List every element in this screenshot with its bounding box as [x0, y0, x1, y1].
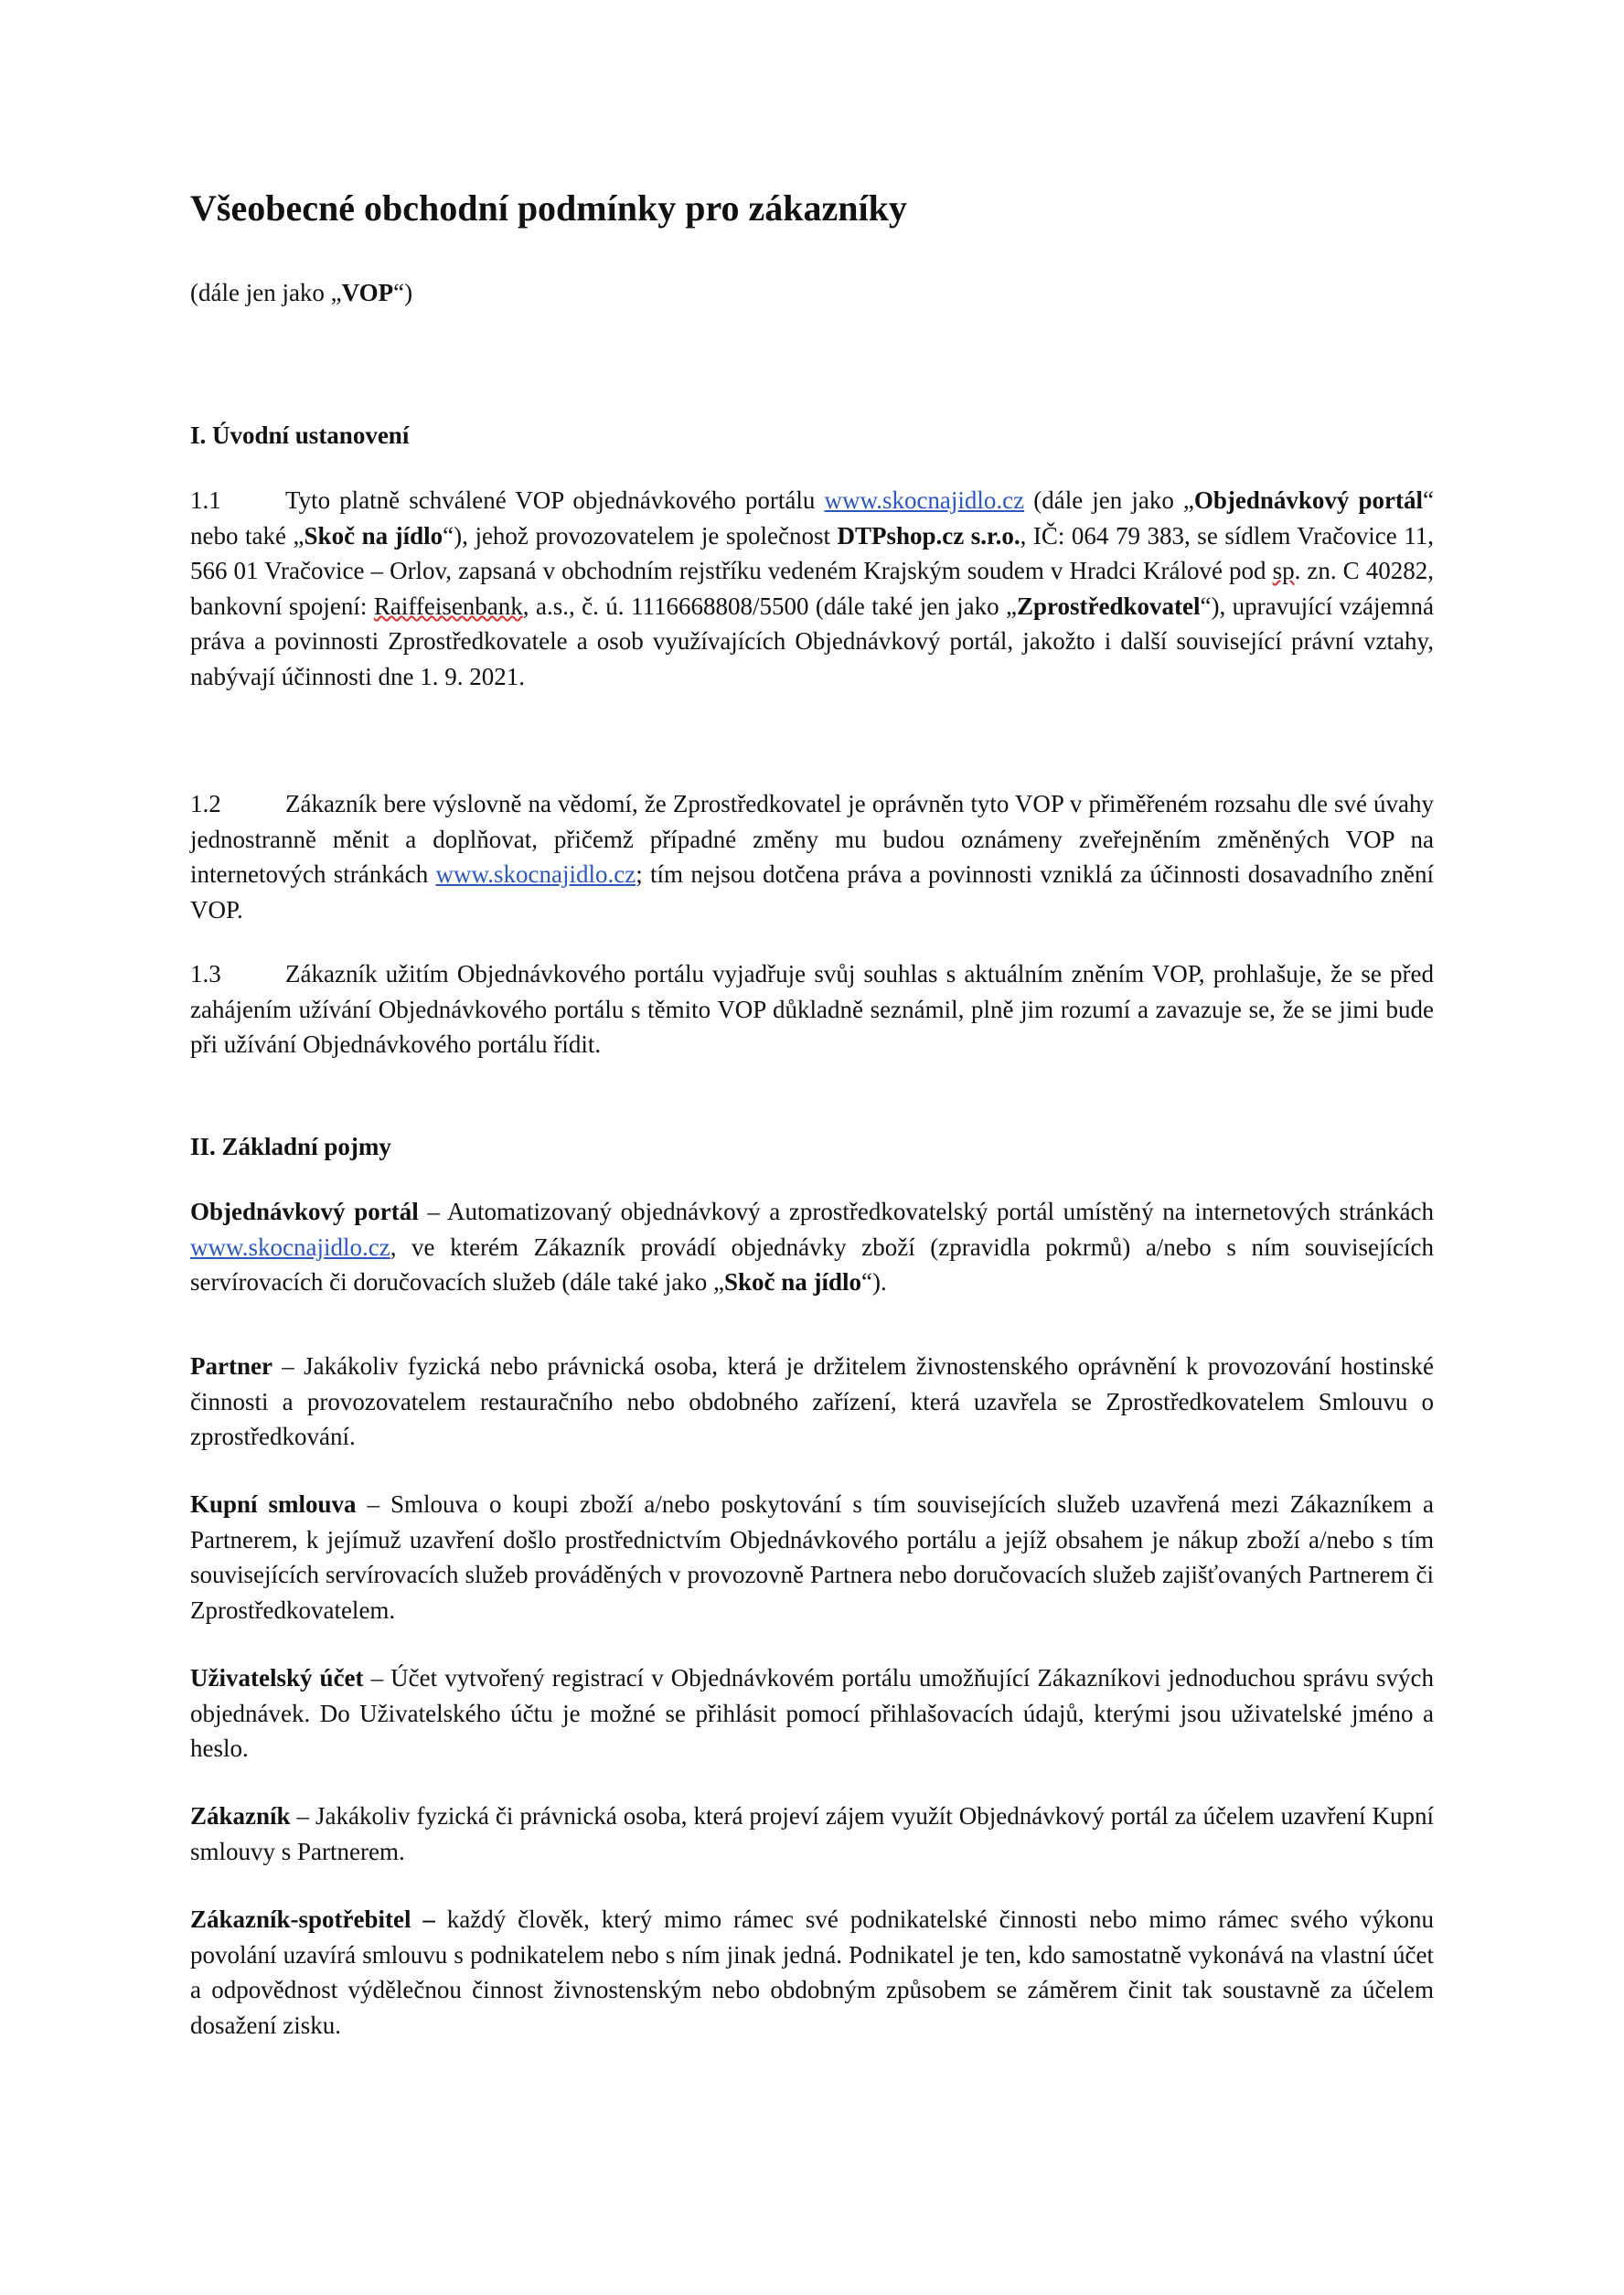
document-title: Všeobecné obchodní podmínky pro zákazníky — [190, 187, 907, 229]
subtitle-abbreviation: VOP — [341, 279, 394, 306]
spellcheck-word: Raiffeisenbank — [373, 592, 523, 620]
paragraph-text: , a.s., č. ú. 1116668808/5500 (dále také jen jako „ — [522, 592, 1018, 620]
definition-term: Partner — [190, 1352, 272, 1380]
bold-term: Zprostředkovatel — [1017, 592, 1201, 620]
document-subtitle — [190, 276, 1434, 311]
definition-zakaznik-spotrebitel — [190, 1902, 1434, 2043]
paragraph-number: 1.1 — [190, 486, 221, 514]
paragraph-1-3 — [190, 956, 1434, 1062]
definition-text: každý člověk, který mimo rámec své podnikatelské činnosti nebo mimo rámec svého výkonu povolání uzavírá smlouvu s podnikatelem nebo s ním jinak jedná. Podnikatel je ten, kdo samostatně vykonává na vlastní účet a odpovědnost výdělečnou činnost živnostenským nebo obdobným způsobem se záměrem činit tak soustavně za účelem dosažení zisku. — [190, 1905, 1434, 2039]
subtitle-prefix: (dále jen jako „ — [190, 279, 342, 306]
website-link[interactable]: www.skocnajidlo.cz — [824, 486, 1025, 514]
paragraph-text: ; tím nejsou dotčena práva a povinnosti vzniklá za účinnosti dosavadního znění VOP. — [190, 860, 1434, 923]
definition-text: , ve kterém Zákazník provádí objednávky zboží (zpravidla pokrmů) a/nebo s ním souvisejících servírovacích či doručovacích služeb (dále také jako „ — [190, 1233, 1434, 1297]
subtitle-suffix: “) — [393, 279, 413, 306]
paragraph-text: “ nebo také „ — [190, 486, 1434, 550]
website-link[interactable]: www.skocnajidlo.cz — [435, 860, 636, 889]
definition-zakaznik — [190, 1799, 1434, 1869]
paragraph-number: 1.3 — [190, 960, 221, 987]
paragraph-text: (dále jen jako „ — [1024, 486, 1194, 514]
paragraph-text: Zákazník užitím Objednávkového portálu vyjadřuje svůj souhlas s aktuálním zněním VOP, prohlašuje, že se před zahájením užívání Objednávkového portálu s těmito VOP důkladně seznámil, plně jim rozumí a zavazuje se, že se jimi bude při užívání Objednávkového portálu řídit. — [190, 960, 1434, 1059]
paragraph-text: “), jehož provozovatelem je společnost — [443, 521, 838, 550]
bold-term: Skoč na jídlo — [304, 521, 443, 550]
definition-term: Kupní smlouva — [190, 1490, 357, 1518]
paragraph-text: Tyto platně schválené VOP objednávkového portálu — [285, 486, 825, 514]
definition-term: Zákazník — [190, 1802, 291, 1830]
definition-text: – Účet vytvořený registrací v Objednávkovém portálu umožňující Zákazníkovi jednoduchou správu svých objednávek. Do Uživatelského účtu je možné se přihlásit pomocí přihlašovacích údajů, kterými jsou uživatelské jméno a heslo. — [190, 1664, 1434, 1763]
company-name: DTPshop.cz s.r.o. — [837, 521, 1020, 550]
definition-text: – Smlouva o koupi zboží a/nebo poskytování s tím souvisejících služeb uzavřená mezi Zákazníkem a Partnerem, k jejímuž uzavření došlo prostřednictvím Objednávkového portálu a jejíž obsahem je nákup zboží a/nebo s tím souvisejících servírovacích služeb prováděných v provozovně Partnera nebo doručovacích služeb zajišťovaných Partnerem či Zprostředkovatelem. — [190, 1490, 1434, 1624]
bold-term: Objednávkový portál — [1193, 486, 1424, 514]
definition-text: – Jakákoliv fyzická nebo právnická osoba, která je držitelem živnostenského oprávnění k provozování hostinské činnosti a provozovatelem restauračního nebo obdobného zařízení, která uzavřela se Zprostředkovatelem Smlouvu o zprostředkování. — [190, 1352, 1434, 1451]
definition-uzivatelsky-ucet — [190, 1660, 1434, 1767]
definition-term: Zákazník-spotřebitel – — [190, 1905, 435, 1933]
definition-partner — [190, 1349, 1434, 1455]
section-heading-definitions: II. Základní pojmy — [190, 1133, 391, 1160]
bold-term: Skoč na jídlo — [723, 1268, 862, 1297]
section-heading-intro: I. Úvodní ustanovení — [190, 422, 410, 449]
paragraph-1-1 — [190, 483, 1434, 695]
definition-text: – Automatizovaný objednávkový a zprostředkovatelský portál umístěný na internetových stránkách — [418, 1198, 1434, 1225]
paragraph-1-2 — [190, 786, 1434, 927]
definition-text: – Jakákoliv fyzická či právnická osoba, která projeví zájem využít Objednávkový portál za účelem uzavření Kupní smlouvy s Partnerem. — [190, 1802, 1434, 1865]
paragraph-text: , IČ: 064 79 383, se sídlem Vračovice 11, 566 01 Vračovice – Orlov, zapsaná v obchodním rejstříku vedeném Krajským soudem v Hradci Králové pod — [190, 521, 1434, 585]
paragraph-text: . zn. C 40282, bankovní spojení: — [190, 557, 1435, 620]
spellcheck-word: sp — [1272, 557, 1295, 585]
paragraph-text: Zákazník bere výslovně na vědomí, že Zprostředkovatel je oprávněn tyto VOP v přiměřeném rozsahu dle své úvahy jednostranně měnit a doplňovat, přičemž případné změny mu budou oznámeny zveřejněním změněných VOP na internetových stránkách — [190, 790, 1434, 889]
definition-objednavkovy-portal — [190, 1194, 1434, 1300]
paragraph-text: “), upravující vzájemná práva a povinnosti Zprostředkovatele a osob využívajících Objednávkový portál, jakožto i další související právní vztahy, nabývají účinnosti dne 1. 9. 2021. — [190, 592, 1434, 690]
definition-kupni-smlouva — [190, 1487, 1434, 1628]
definition-text: “). — [861, 1268, 887, 1297]
website-link[interactable]: www.skocnajidlo.cz — [190, 1233, 390, 1261]
paragraph-number: 1.2 — [190, 790, 221, 817]
definition-term: Objednávkový portál — [190, 1198, 419, 1225]
definition-term: Uživatelský účet — [190, 1664, 364, 1692]
